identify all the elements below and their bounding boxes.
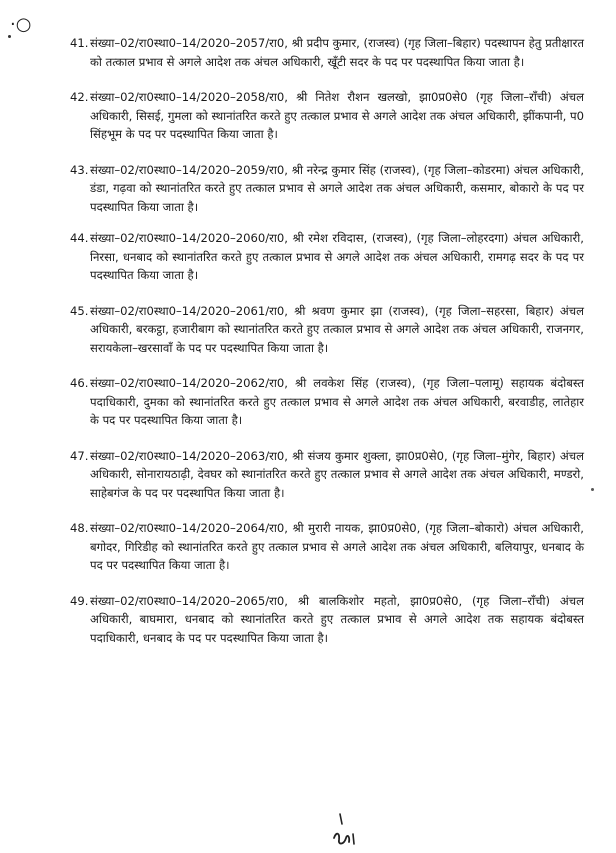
list-item [52,592,584,648]
entry-number: 49. [70,593,89,608]
entry-text: संख्या–02/रा0स्था0–14/2020–2065/रा0, श्री बालकिशोर महतो, झा0प्र0से0, (गृह जिला–राँची) अंचल अधिकारी, बाघमारा, धनबाद को स्थानांतरित करते हुए तत्काल प्रभाव से अगले आदेश तक सहायक बंदोबस्त पदाधिकारी, धनबाद के पद पर पदस्थापित किया जाता है। [90,593,584,645]
entry-number: 46. [70,376,89,390]
entry-text: संख्या–02/रा0स्था0–14/2020–2058/रा0, श्री नितेश रौशन खलखो, झा0प्र0से0 (गृह जिला–राँची) अंचल अधिकारी, सिसई, गुमला को स्थानांतरित करते हुए तत्काल प्रभाव से अगले आदेश तक अंचल अधिकारी, झींकपानी, प0 सिंहभूम के पद पर पदस्थापित किया जाता है। [90,90,584,141]
list-item [52,229,584,285]
entry-text: संख्या–02/रा0स्था0–14/2020–2060/रा0, श्री रमेश रविदास, (राजस्व), (गृह जिला–लोहरदगा) अंचल अधिकारी, निरसा, धनबाद को स्थानांतरित करते हुए तत्काल प्रभाव से अगले आदेश तक अंचल अधिकारी, रामगढ़ सदर के पद पर पदस्थापित किया जाता है। [90,231,584,282]
corner-mark: ·○ [10,14,32,35]
entry-text: संख्या–02/रा0स्था0–14/2020–2061/रा0, श्री श्रवण कुमार झा (राजस्व), (गृह जिला–सहरसा, बिहार) अंचल अधिकारी, बरकट्ठा, हजारीबाग को स्थानांतरित करते हुए तत्काल प्रभाव से अगले आदेश तक अंचल अधिकारी, राजनगर, सरायकेला–खरसावाँ के पद पर पदस्थापित किया जाता है। [90,303,584,355]
entry-number: 47. [70,448,89,463]
entry-text: संख्या–02/रा0स्था0–14/2020–2063/रा0, श्री संजय कुमार शुक्ला, झा0प्र0से0, (गृह जिला–मुंगेर, बिहार) अंचल अधिकारी, सोनारायठाढ़ी, देवघर को स्थानांतरित करते हुए तत्काल प्रभाव से अगले आदेश तक अंचल अधिकारी, मण्डरो, साहेबगंज के पद पर पदस्थापित किया जाता है। [90,448,584,500]
list-item [52,302,584,358]
entry-number: 41. [70,36,89,50]
entry-number: 45. [70,303,89,318]
list-item [52,519,584,575]
list-item [52,161,584,217]
list-item [52,34,584,71]
entry-text: संख्या–02/रा0स्था0–14/2020–2057/रा0, श्री प्रदीप कुमार, (राजस्व) (गृह जिला–बिहार) पदस्थापन हेतु प्रतीक्षारत को तत्काल प्रभाव से अगले आदेश तक अंचल अधिकारी, खूँटी सदर के पद पर पदस्थापित किया जाता है। [90,36,584,69]
list-item [52,374,584,430]
handwritten-initials [326,812,366,848]
scan-speck [591,488,594,491]
entry-number: 43. [70,162,89,177]
entry-number: 48. [70,521,89,535]
corner-dot [8,35,11,38]
entry-text: संख्या–02/रा0स्था0–14/2020–2059/रा0, श्री नरेन्द्र कुमार सिंह (राजस्व), (गृह जिला–कोडरमा) अंचल अधिकारी, डंडा, गढ़वा को स्थानांतरित करते हुए तत्काल प्रभाव से अगले आदेश तक अंचल अधिकारी, कसमार, बोकारो के पद पर पदस्थापित किया जाता है। [90,162,584,214]
entry-number: 44. [70,231,89,245]
entry-text: संख्या–02/रा0स्था0–14/2020–2062/रा0, श्री लवकेश सिंह (राजस्व), (गृह जिला–पलामू) सहायक बंदोबस्त पदाधिकारी, दुमका को स्थानांतरित करते हुए तत्काल प्रभाव से अगले आदेश तक अंचल अधिकारी, बरवाडीह, लातेहार के पद पर पदस्थापित किया जाता है। [90,376,584,427]
list-item [52,447,584,503]
entry-text: संख्या–02/रा0स्था0–14/2020–2064/रा0, श्री मुरारी नायक, झा0प्र0से0, (गृह जिला–बोकारो) अंचल अधिकारी, बगोदर, गिरिडीह को स्थानांतरित करते हुए तत्काल प्रभाव से अगले आदेश तक अंचल अधिकारी, बलियापुर, धनबाद के पद पर पदस्थापित किया जाता है। [90,521,584,572]
entry-number: 42. [70,90,89,104]
list-item [52,88,584,144]
order-entries [52,26,584,647]
